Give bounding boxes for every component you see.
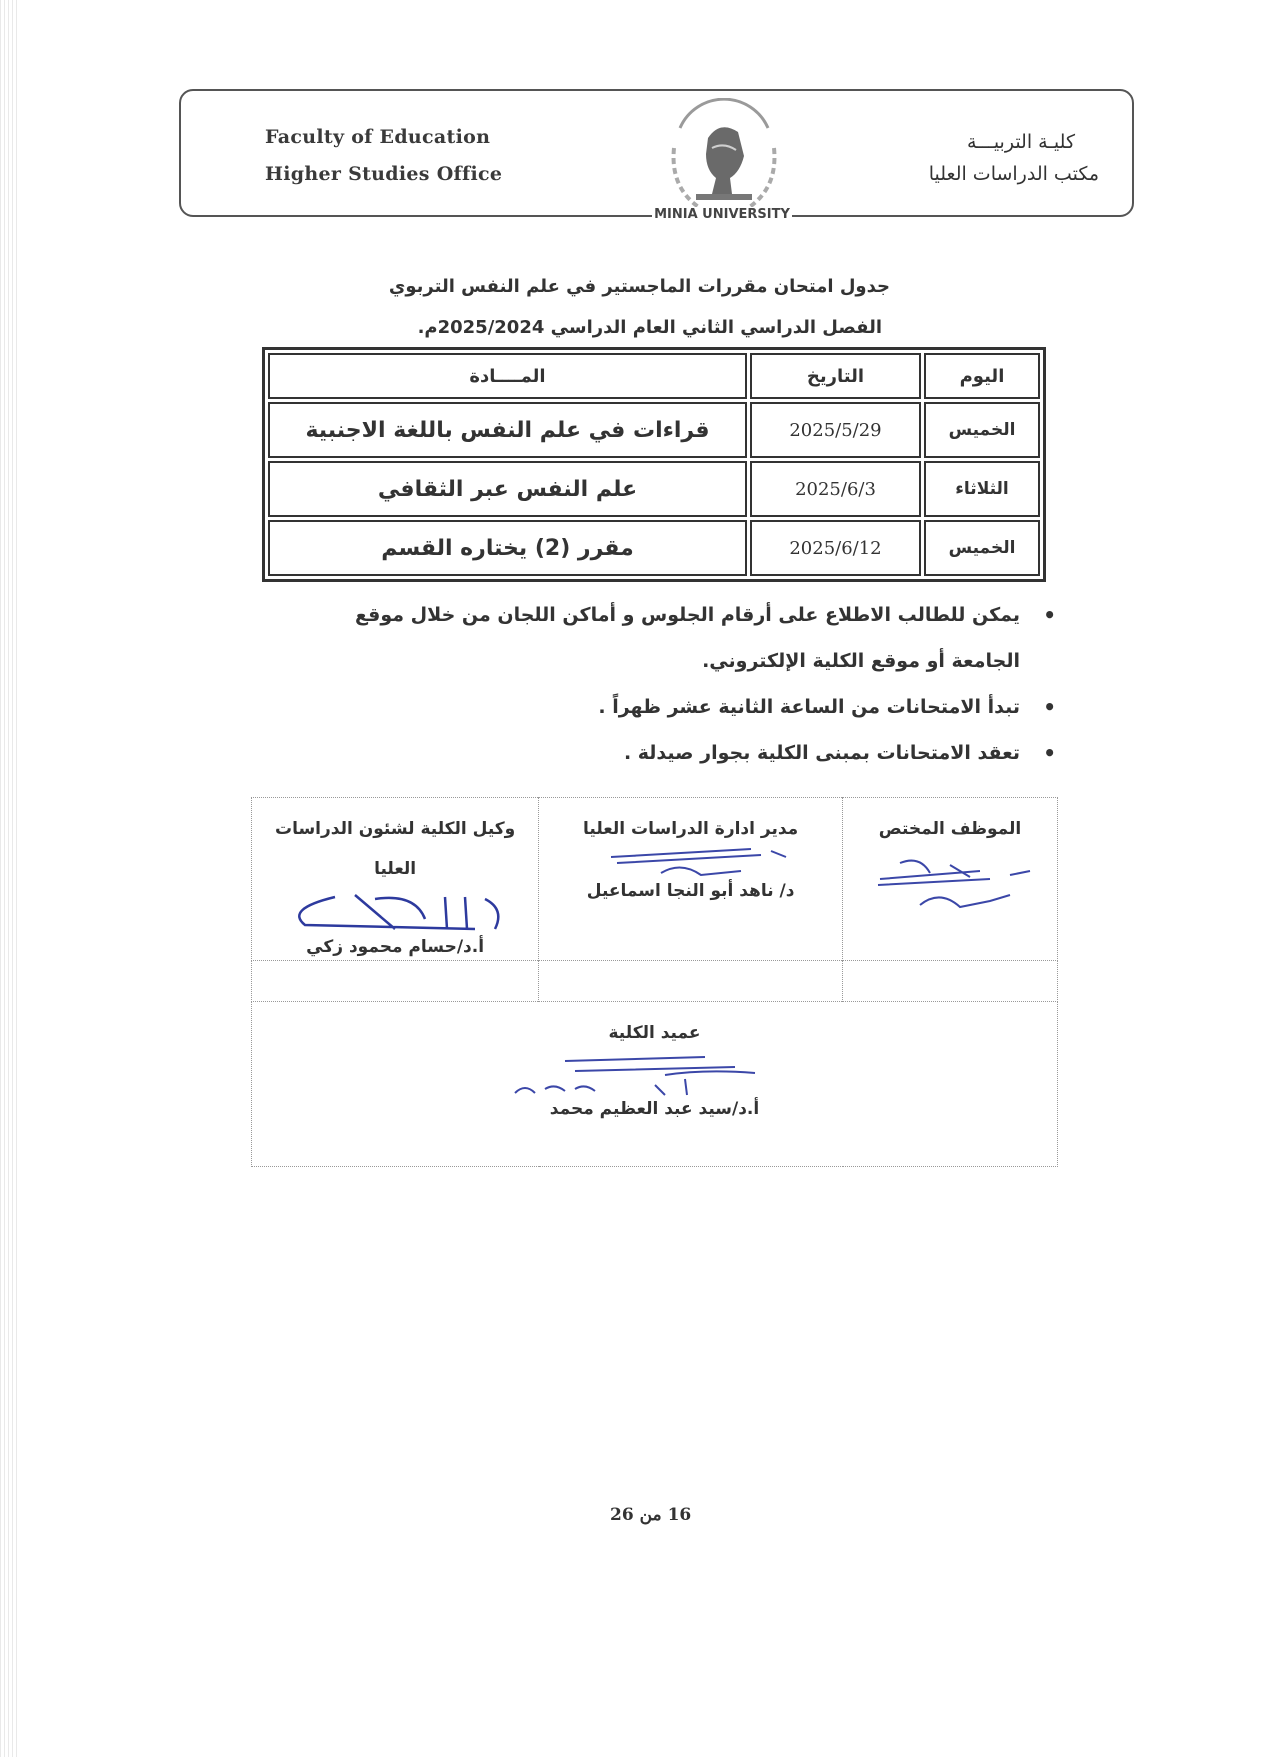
document-title: جدول امتحان مقررات الماجستير في علم النفس التربوي (388, 276, 890, 297)
header-subject: المــــادة (268, 353, 747, 399)
faculty-name-en: Faculty of Education (265, 126, 491, 148)
row-day: الخميس (924, 520, 1040, 576)
table-row (268, 461, 1040, 517)
document-subtitle: الفصل الدراسي الثاني العام الدراسي 2025/2024م. (417, 317, 882, 338)
row-subject: علم النفس عبر الثقافي (268, 461, 747, 517)
list-item: • تعقد الامتحانات بمبنى الكلية بجوار صيدلة . (300, 730, 1020, 776)
university-logo-text: MINIA UNIVERSITY (652, 207, 792, 222)
row-date: 2025/6/12 (750, 520, 921, 576)
vice-dean-signature (275, 889, 515, 937)
header-date: التاريخ (750, 353, 921, 399)
exam-schedule-table (262, 347, 1046, 582)
signatures-table (251, 797, 1058, 1167)
table-row (268, 520, 1040, 576)
director-title: مدير ادارة الدراسات العليا (583, 819, 799, 839)
empty-cell (843, 961, 1058, 1002)
row-day: الخميس (924, 402, 1040, 458)
signature-dean (252, 1002, 1058, 1167)
header-day: اليوم (924, 353, 1040, 399)
notes-list (300, 592, 1060, 776)
list-item: • يمكن للطالب الاطلاع على أرقام الجلوس و أماكن اللجان من خلال موقع الجامعة أو موقع الكلية الإلكتروني. (300, 592, 1020, 684)
row-date: 2025/6/3 (750, 461, 921, 517)
paper-stack-edge (0, 0, 20, 1757)
vice-dean-name: أ.د/حسام محمود زكي (306, 937, 485, 957)
director-name: د/ ناهد أبو النجا اسماعيل (586, 881, 795, 901)
office-name-en: Higher Studies Office (265, 163, 503, 185)
row-subject: قراءات في علم النفس باللغة الاجنبية (268, 402, 747, 458)
dean-name: أ.د/سيد عبد العظيم محمد (549, 1099, 760, 1119)
employee-signature (860, 849, 1040, 919)
vice-dean-title: وكيل الكلية لشئون الدراسات العليا (274, 819, 516, 879)
dean-title: عميد الكلية (608, 1023, 701, 1043)
employee-title: الموظف المختص (878, 819, 1022, 839)
dean-signature (505, 1049, 805, 1099)
signature-employee (843, 798, 1058, 961)
row-subject: مقرر (2) يختاره القسم (268, 520, 747, 576)
row-day: الثلاثاء (924, 461, 1040, 517)
table-header-row (268, 353, 1040, 399)
row-date: 2025/5/29 (750, 402, 921, 458)
page-number: 16 من 26 (610, 1505, 692, 1525)
list-item: • تبدأ الامتحانات من الساعة الثانية عشر ظهراً . (300, 684, 1020, 730)
empty-cell (252, 961, 539, 1002)
signature-director (539, 798, 843, 961)
empty-cell (539, 961, 843, 1002)
faculty-name-ar: كليـة التربيـــة (966, 131, 1075, 153)
letterhead-frame (179, 89, 1134, 217)
office-name-ar: مكتب الدراسات العليا (928, 163, 1099, 185)
table-row (268, 402, 1040, 458)
signature-vice-dean (252, 798, 539, 961)
